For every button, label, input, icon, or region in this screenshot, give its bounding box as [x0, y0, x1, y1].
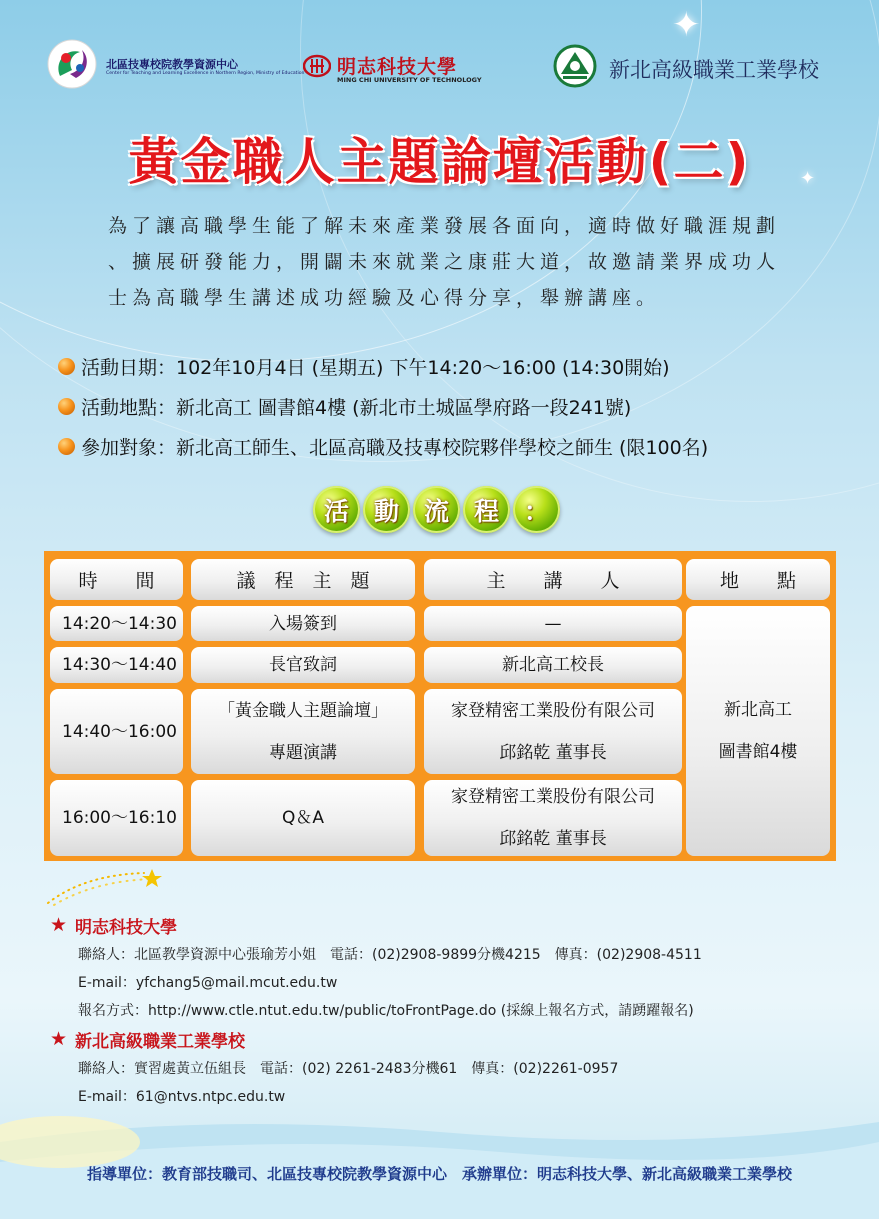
schedule-table	[44, 551, 836, 861]
footer-organizers: 指導單位：教育部技職司、北區技專校院教學資源中心 承辦單位：明志科技大學、新北高級職業工業學校	[86, 1165, 792, 1183]
flow-heading-char: 動	[363, 486, 410, 533]
time-text: 14:20～14:30	[62, 613, 177, 634]
time-text: 14:30～14:40	[62, 655, 177, 675]
speaker-text: 邱銘乾 董事長	[499, 742, 607, 763]
location-cell	[686, 606, 830, 856]
contact-section	[50, 910, 870, 1110]
ctle-logo	[46, 38, 316, 98]
intro-paragraph	[108, 208, 798, 316]
topic-text: 長官致詞	[269, 655, 337, 675]
mcut-logo	[303, 52, 513, 92]
mcut-emblem-icon	[303, 54, 331, 78]
shooting-star-icon	[44, 867, 174, 907]
flow-heading-char: 活	[313, 486, 360, 533]
time-text: 16:00～16:10	[62, 808, 177, 828]
contact-org	[50, 910, 870, 940]
header-topic: 議 程 主 題	[191, 559, 415, 600]
star-icon: ★	[50, 914, 68, 936]
header-logos	[0, 38, 879, 108]
star-icon: ★	[50, 1028, 68, 1050]
location-text: 圖書館4樓	[718, 742, 798, 762]
topic-text: 入場簽到	[269, 613, 337, 634]
time-cell	[50, 689, 183, 774]
speaker-text: 家登精密工業股份有限公司	[451, 700, 655, 721]
mcut-name: 明志科技大學	[337, 56, 458, 78]
flow-heading-char: ：	[513, 486, 560, 533]
poster-title: 黃金職人主題論壇活動(二)	[128, 133, 751, 191]
time-cell	[50, 647, 183, 683]
flow-heading	[313, 486, 560, 533]
bullet-icon	[58, 438, 75, 455]
speaker-cell	[424, 780, 682, 856]
bullet-icon	[58, 358, 75, 375]
bullet-icon	[58, 398, 75, 415]
speaker-cell	[424, 606, 682, 641]
sparkle-icon: ✦	[800, 168, 816, 189]
ctle-emblem-icon	[46, 38, 98, 90]
time-text: 14:40～16:00	[62, 721, 177, 742]
event-place-text: 活動地點：新北高工 圖書館4樓 (新北市土城區學府路一段241號)	[81, 396, 632, 419]
contact-email[interactable]: E-mail：61@ntvs.ntpc.edu.tw	[78, 1089, 286, 1105]
ntvs-logo	[553, 44, 853, 94]
event-date	[58, 346, 858, 386]
contact-org	[50, 1024, 870, 1054]
topic-cell	[191, 780, 415, 856]
topic-cell	[191, 647, 415, 683]
contact-email[interactable]: E-mail：yfchang5@mail.mcut.edu.tw	[78, 975, 338, 991]
topic-text: 專題演講	[269, 742, 337, 763]
mcut-subtitle: MING CHI UNIVERSITY OF TECHNOLOGY	[337, 76, 482, 84]
speaker-text: 家登精密工業股份有限公司	[451, 787, 655, 807]
event-info	[58, 346, 858, 466]
contact-person: 聯絡人：實習處黃立伍組長 電話：(02) 2261-2483分機61 傳真：(02)2261-0957	[78, 1061, 619, 1077]
intro-line: 士為高職學生講述成功經驗及心得分享，舉辦講座。	[108, 287, 661, 309]
flow-heading-char: 流	[413, 486, 460, 533]
topic-cell	[191, 689, 415, 774]
event-place	[58, 386, 858, 426]
event-audience	[58, 426, 858, 466]
contact-org-name: 明志科技大學	[75, 917, 178, 938]
ntvs-emblem-icon	[553, 44, 597, 88]
contact-org-name: 新北高級職業工業學校	[75, 1031, 246, 1052]
topic-text: Q＆A	[281, 808, 324, 828]
time-cell	[50, 780, 183, 856]
speaker-text: —	[544, 613, 562, 634]
header-time: 時 間	[50, 559, 183, 600]
header-location: 地 點	[686, 559, 830, 600]
intro-line: 、擴展研發能力，開闢未來就業之康莊大道，故邀請業界成功人	[108, 251, 781, 273]
intro-line: 為了讓高職學生能了解未來產業發展各面向，適時做好職涯規劃	[108, 215, 781, 237]
speaker-text: 新北高工校長	[502, 655, 604, 675]
location-text: 新北高工	[724, 700, 792, 720]
speaker-text: 邱銘乾 董事長	[499, 829, 607, 849]
topic-cell	[191, 606, 415, 641]
flow-heading-char: 程	[463, 486, 510, 533]
sparkle-icon: ✦	[672, 5, 701, 45]
ctle-subtitle: Center for Teaching and Learning Excellence in Northern Region, Ministry of Education	[106, 71, 305, 76]
registration-info[interactable]: 報名方式：http://www.ctle.ntut.edu.tw/public/toFrontPage.do (採線上報名方式，請踴躍報名)	[78, 1003, 694, 1019]
event-date-text: 活動日期：102年10月4日 (星期五) 下午14:20～16:00 (14:30開始)	[81, 356, 670, 379]
time-cell	[50, 606, 183, 641]
speaker-cell	[424, 689, 682, 774]
event-audience-text: 參加對象：新北高工師生、北區高職及技專校院夥伴學校之師生 (限100名)	[81, 436, 709, 459]
ntvs-name: 新北高級職業工業學校	[609, 58, 819, 82]
contact-person: 聯絡人：北區教學資源中心張瑜芳小姐 電話：(02)2908-9899分機4215 傳真：(02)2908-4511	[78, 947, 702, 963]
ctle-name: 北區技專校院教學資源中心	[106, 58, 238, 71]
topic-text: 「黃金職人主題論壇」	[218, 700, 388, 721]
speaker-cell	[424, 647, 682, 683]
header-speaker: 主 講 人	[424, 559, 682, 600]
